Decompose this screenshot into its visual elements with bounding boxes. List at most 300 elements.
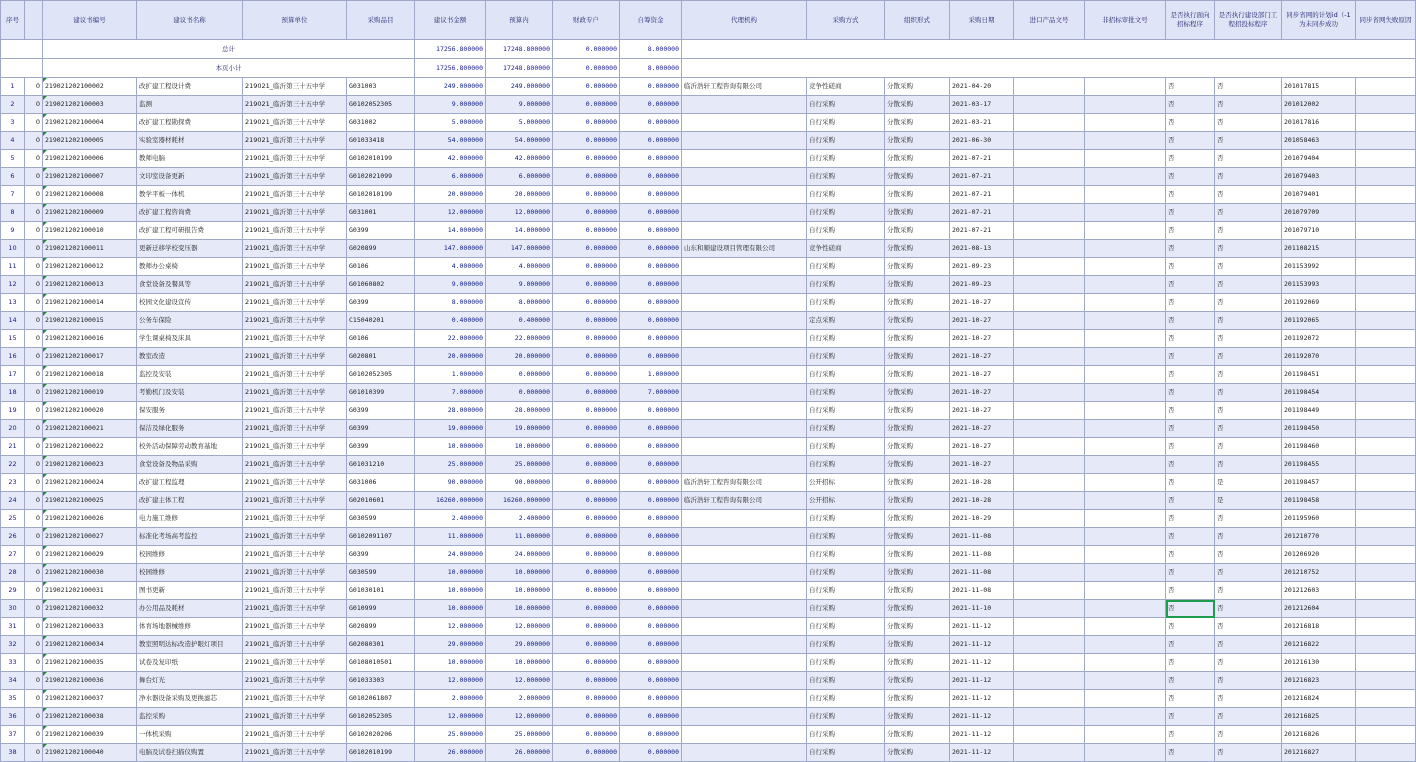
procurement-date-cell[interactable]: 2021-11-08 <box>950 528 1014 546</box>
import-doc-cell[interactable] <box>1014 222 1085 240</box>
row-number[interactable]: 6 <box>1 168 25 186</box>
non-tender-doc-cell[interactable] <box>1085 186 1166 204</box>
flag-cell[interactable]: 0 <box>25 654 43 672</box>
organization-form-cell[interactable]: 分散采购 <box>885 240 950 258</box>
special-account-cell[interactable]: 0.000000 <box>553 294 620 312</box>
import-doc-cell[interactable] <box>1014 276 1085 294</box>
summary-amount[interactable]: 17256.800000 <box>415 40 486 59</box>
organization-form-cell[interactable]: 分散采购 <box>885 672 950 690</box>
procurement-date-cell[interactable]: 2021-11-10 <box>950 600 1014 618</box>
organization-form-cell[interactable]: 分散采购 <box>885 150 950 168</box>
in-budget-cell[interactable]: 28.000000 <box>486 402 553 420</box>
sync-failure-cell[interactable] <box>1356 132 1416 150</box>
proposal-name-cell[interactable]: 考勤机门及安装 <box>137 384 243 402</box>
flag-cell[interactable]: 0 <box>25 528 43 546</box>
special-account-cell[interactable]: 0.000000 <box>553 474 620 492</box>
agency-cell[interactable] <box>682 564 807 582</box>
special-account-cell[interactable]: 0.000000 <box>553 510 620 528</box>
tender-procedure-cell[interactable]: 否 <box>1166 402 1215 420</box>
procurement-item-cell[interactable]: G0102052305 <box>347 708 415 726</box>
non-tender-doc-cell[interactable] <box>1085 474 1166 492</box>
sync-plan-id-cell[interactable]: 201079709 <box>1282 204 1356 222</box>
special-account-cell[interactable]: 0.000000 <box>553 96 620 114</box>
import-doc-cell[interactable] <box>1014 600 1085 618</box>
proposal-name-cell[interactable]: 更新迁移学校变压器 <box>137 240 243 258</box>
proposal-name-cell[interactable]: 办公用品及耗材 <box>137 600 243 618</box>
flag-cell[interactable]: 0 <box>25 438 43 456</box>
procurement-method-cell[interactable]: 自行采购 <box>807 582 885 600</box>
in-budget-cell[interactable]: 54.000000 <box>486 132 553 150</box>
row-number[interactable]: 12 <box>1 276 25 294</box>
import-doc-cell[interactable] <box>1014 96 1085 114</box>
self-funds-cell[interactable]: 0.000000 <box>620 294 682 312</box>
budget-unit-cell[interactable]: 219021_临沂第三十五中学 <box>243 384 347 402</box>
in-budget-cell[interactable]: 20.000000 <box>486 348 553 366</box>
proposal-code-cell[interactable]: 219021202100009 <box>43 204 137 222</box>
agency-cell[interactable] <box>682 222 807 240</box>
organization-form-cell[interactable]: 分散采购 <box>885 294 950 312</box>
column-header[interactable]: 代理机构 <box>682 1 807 40</box>
flag-cell[interactable]: 0 <box>25 510 43 528</box>
tender-procedure-cell[interactable]: 否 <box>1166 438 1215 456</box>
organization-form-cell[interactable]: 分散采购 <box>885 276 950 294</box>
special-account-cell[interactable]: 0.000000 <box>553 204 620 222</box>
proposal-code-cell[interactable]: 219021202100016 <box>43 330 137 348</box>
column-header[interactable]: 自筹资金 <box>620 1 682 40</box>
procurement-item-cell[interactable]: G01030101 <box>347 582 415 600</box>
construction-tender-cell[interactable]: 否 <box>1215 168 1282 186</box>
import-doc-cell[interactable] <box>1014 474 1085 492</box>
budget-unit-cell[interactable]: 219021_临沂第三十五中学 <box>243 204 347 222</box>
budget-unit-cell[interactable]: 219021_临沂第三十五中学 <box>243 258 347 276</box>
procurement-method-cell[interactable]: 自行采购 <box>807 402 885 420</box>
procurement-item-cell[interactable]: G0399 <box>347 222 415 240</box>
row-number[interactable]: 14 <box>1 312 25 330</box>
import-doc-cell[interactable] <box>1014 582 1085 600</box>
special-account-cell[interactable]: 0.000000 <box>553 348 620 366</box>
proposal-code-cell[interactable]: 219021202100035 <box>43 654 137 672</box>
special-account-cell[interactable]: 0.000000 <box>553 312 620 330</box>
procurement-method-cell[interactable]: 自行采购 <box>807 168 885 186</box>
organization-form-cell[interactable]: 分散采购 <box>885 654 950 672</box>
self-funds-cell[interactable]: 0.000000 <box>620 420 682 438</box>
column-header[interactable]: 序号 <box>1 1 25 40</box>
proposal-amount-cell[interactable]: 25.000000 <box>415 726 486 744</box>
organization-form-cell[interactable]: 分散采购 <box>885 186 950 204</box>
organization-form-cell[interactable]: 分散采购 <box>885 312 950 330</box>
sync-failure-cell[interactable] <box>1356 330 1416 348</box>
proposal-amount-cell[interactable]: 10.000000 <box>415 600 486 618</box>
non-tender-doc-cell[interactable] <box>1085 708 1166 726</box>
agency-cell[interactable] <box>682 114 807 132</box>
in-budget-cell[interactable]: 0.400000 <box>486 312 553 330</box>
row-number[interactable]: 32 <box>1 636 25 654</box>
procurement-method-cell[interactable]: 自行采购 <box>807 222 885 240</box>
row-number[interactable]: 16 <box>1 348 25 366</box>
sync-failure-cell[interactable] <box>1356 150 1416 168</box>
tender-procedure-cell[interactable]: 否 <box>1166 582 1215 600</box>
procurement-method-cell[interactable]: 自行采购 <box>807 546 885 564</box>
row-number[interactable]: 1 <box>1 78 25 96</box>
summary-self[interactable]: 8.000000 <box>620 59 682 78</box>
sync-failure-cell[interactable] <box>1356 456 1416 474</box>
proposal-name-cell[interactable]: 改扩建工程咨询费 <box>137 204 243 222</box>
sync-failure-cell[interactable] <box>1356 186 1416 204</box>
self-funds-cell[interactable]: 0.000000 <box>620 546 682 564</box>
in-budget-cell[interactable]: 6.000000 <box>486 168 553 186</box>
flag-cell[interactable]: 0 <box>25 258 43 276</box>
proposal-amount-cell[interactable]: 6.000000 <box>415 168 486 186</box>
procurement-method-cell[interactable]: 公开招标 <box>807 474 885 492</box>
special-account-cell[interactable]: 0.000000 <box>553 492 620 510</box>
non-tender-doc-cell[interactable] <box>1085 726 1166 744</box>
tender-procedure-cell[interactable]: 否 <box>1166 708 1215 726</box>
procurement-date-cell[interactable]: 2021-09-23 <box>950 258 1014 276</box>
budget-unit-cell[interactable]: 219021_临沂第三十五中学 <box>243 618 347 636</box>
organization-form-cell[interactable]: 分散采购 <box>885 636 950 654</box>
organization-form-cell[interactable]: 分散采购 <box>885 402 950 420</box>
summary-amount[interactable]: 17256.800000 <box>415 59 486 78</box>
proposal-name-cell[interactable]: 公务车保险 <box>137 312 243 330</box>
in-budget-cell[interactable]: 8.000000 <box>486 294 553 312</box>
proposal-amount-cell[interactable]: 7.000000 <box>415 384 486 402</box>
tender-procedure-cell[interactable]: 否 <box>1166 690 1215 708</box>
proposal-code-cell[interactable]: 219021202100017 <box>43 348 137 366</box>
non-tender-doc-cell[interactable] <box>1085 276 1166 294</box>
procurement-method-cell[interactable]: 自行采购 <box>807 726 885 744</box>
proposal-name-cell[interactable]: 监控采购 <box>137 708 243 726</box>
non-tender-doc-cell[interactable] <box>1085 294 1166 312</box>
sync-plan-id-cell[interactable]: 201198458 <box>1282 492 1356 510</box>
agency-cell[interactable] <box>682 744 807 762</box>
proposal-amount-cell[interactable]: 10.000000 <box>415 582 486 600</box>
organization-form-cell[interactable]: 分散采购 <box>885 474 950 492</box>
special-account-cell[interactable]: 0.000000 <box>553 564 620 582</box>
import-doc-cell[interactable] <box>1014 438 1085 456</box>
sync-plan-id-cell[interactable]: 201216827 <box>1282 744 1356 762</box>
proposal-name-cell[interactable]: 改扩建工程监理 <box>137 474 243 492</box>
tender-procedure-cell[interactable]: 否 <box>1166 366 1215 384</box>
special-account-cell[interactable]: 0.000000 <box>553 636 620 654</box>
organization-form-cell[interactable]: 分散采购 <box>885 204 950 222</box>
organization-form-cell[interactable]: 分散采购 <box>885 420 950 438</box>
self-funds-cell[interactable]: 1.000000 <box>620 366 682 384</box>
tender-procedure-cell[interactable]: 否 <box>1166 726 1215 744</box>
procurement-item-cell[interactable]: G030599 <box>347 564 415 582</box>
budget-unit-cell[interactable]: 219021_临沂第三十五中学 <box>243 240 347 258</box>
procurement-method-cell[interactable]: 公开招标 <box>807 492 885 510</box>
tender-procedure-cell[interactable]: 否 <box>1166 456 1215 474</box>
procurement-item-cell[interactable]: G0399 <box>347 402 415 420</box>
sync-failure-cell[interactable] <box>1356 258 1416 276</box>
procurement-date-cell[interactable]: 2021-07-21 <box>950 186 1014 204</box>
proposal-amount-cell[interactable]: 16260.000000 <box>415 492 486 510</box>
self-funds-cell[interactable]: 0.000000 <box>620 96 682 114</box>
procurement-method-cell[interactable]: 自行采购 <box>807 672 885 690</box>
self-funds-cell[interactable]: 0.000000 <box>620 78 682 96</box>
tender-procedure-cell[interactable]: 否 <box>1166 510 1215 528</box>
row-number[interactable]: 28 <box>1 564 25 582</box>
sync-failure-cell[interactable] <box>1356 708 1416 726</box>
tender-procedure-cell[interactable]: 否 <box>1166 222 1215 240</box>
construction-tender-cell[interactable]: 否 <box>1215 258 1282 276</box>
tender-procedure-cell[interactable]: 否 <box>1166 186 1215 204</box>
row-number[interactable]: 21 <box>1 438 25 456</box>
procurement-item-cell[interactable]: G0399 <box>347 438 415 456</box>
procurement-method-cell[interactable]: 竞争性磋商 <box>807 78 885 96</box>
flag-cell[interactable]: 0 <box>25 474 43 492</box>
agency-cell[interactable] <box>682 600 807 618</box>
self-funds-cell[interactable]: 0.000000 <box>620 168 682 186</box>
procurement-date-cell[interactable]: 2021-10-28 <box>950 474 1014 492</box>
flag-cell[interactable]: 0 <box>25 420 43 438</box>
self-funds-cell[interactable]: 0.000000 <box>620 492 682 510</box>
tender-procedure-cell[interactable]: 否 <box>1166 294 1215 312</box>
proposal-code-cell[interactable]: 219021202100006 <box>43 150 137 168</box>
procurement-method-cell[interactable]: 自行采购 <box>807 114 885 132</box>
organization-form-cell[interactable]: 分散采购 <box>885 510 950 528</box>
budget-unit-cell[interactable]: 219021_临沂第三十五中学 <box>243 402 347 420</box>
column-header[interactable]: 是否执行建设部门工程招投标程序 <box>1215 1 1282 40</box>
tender-procedure-cell[interactable]: 否 <box>1166 78 1215 96</box>
budget-unit-cell[interactable]: 219021_临沂第三十五中学 <box>243 132 347 150</box>
summary-label[interactable]: 总计 <box>43 40 415 59</box>
proposal-amount-cell[interactable]: 12.000000 <box>415 204 486 222</box>
row-number[interactable]: 9 <box>1 222 25 240</box>
proposal-code-cell[interactable]: 219021202100020 <box>43 402 137 420</box>
special-account-cell[interactable]: 0.000000 <box>553 114 620 132</box>
proposal-amount-cell[interactable]: 14.000000 <box>415 222 486 240</box>
non-tender-doc-cell[interactable] <box>1085 114 1166 132</box>
construction-tender-cell[interactable]: 否 <box>1215 726 1282 744</box>
proposal-amount-cell[interactable]: 42.000000 <box>415 150 486 168</box>
proposal-amount-cell[interactable]: 249.000000 <box>415 78 486 96</box>
in-budget-cell[interactable]: 9.000000 <box>486 96 553 114</box>
row-number[interactable]: 23 <box>1 474 25 492</box>
tender-procedure-cell[interactable]: 否 <box>1166 168 1215 186</box>
agency-cell[interactable] <box>682 402 807 420</box>
construction-tender-cell[interactable]: 是 <box>1215 474 1282 492</box>
sync-plan-id-cell[interactable]: 201216822 <box>1282 636 1356 654</box>
tender-procedure-cell[interactable]: 否 <box>1166 96 1215 114</box>
procurement-date-cell[interactable]: 2021-10-27 <box>950 402 1014 420</box>
procurement-method-cell[interactable]: 自行采购 <box>807 654 885 672</box>
construction-tender-cell[interactable]: 否 <box>1215 186 1282 204</box>
procurement-date-cell[interactable]: 2021-03-21 <box>950 114 1014 132</box>
column-header[interactable]: 同步省网失败原因 <box>1356 1 1416 40</box>
proposal-amount-cell[interactable]: 5.000000 <box>415 114 486 132</box>
special-account-cell[interactable]: 0.000000 <box>553 330 620 348</box>
sync-plan-id-cell[interactable]: 201192072 <box>1282 330 1356 348</box>
flag-cell[interactable]: 0 <box>25 348 43 366</box>
proposal-code-cell[interactable]: 219021202100027 <box>43 528 137 546</box>
procurement-method-cell[interactable]: 自行采购 <box>807 96 885 114</box>
procurement-date-cell[interactable]: 2021-04-20 <box>950 78 1014 96</box>
agency-cell[interactable] <box>682 384 807 402</box>
non-tender-doc-cell[interactable] <box>1085 312 1166 330</box>
self-funds-cell[interactable]: 0.000000 <box>620 510 682 528</box>
non-tender-doc-cell[interactable] <box>1085 546 1166 564</box>
sync-failure-cell[interactable] <box>1356 402 1416 420</box>
procurement-date-cell[interactable]: 2021-10-27 <box>950 366 1014 384</box>
procurement-method-cell[interactable]: 自行采购 <box>807 456 885 474</box>
special-account-cell[interactable]: 0.000000 <box>553 528 620 546</box>
agency-cell[interactable] <box>682 726 807 744</box>
non-tender-doc-cell[interactable] <box>1085 330 1166 348</box>
sync-plan-id-cell[interactable]: 201198451 <box>1282 366 1356 384</box>
sync-failure-cell[interactable] <box>1356 546 1416 564</box>
special-account-cell[interactable]: 0.000000 <box>553 618 620 636</box>
import-doc-cell[interactable] <box>1014 78 1085 96</box>
proposal-name-cell[interactable]: 食堂设备及物品采购 <box>137 456 243 474</box>
in-budget-cell[interactable]: 12.000000 <box>486 618 553 636</box>
sync-plan-id-cell[interactable]: 201198454 <box>1282 384 1356 402</box>
column-header[interactable]: 采购品目 <box>347 1 415 40</box>
sync-failure-cell[interactable] <box>1356 366 1416 384</box>
flag-cell[interactable]: 0 <box>25 636 43 654</box>
budget-unit-cell[interactable]: 219021_临沂第三十五中学 <box>243 348 347 366</box>
import-doc-cell[interactable] <box>1014 726 1085 744</box>
special-account-cell[interactable]: 0.000000 <box>553 222 620 240</box>
construction-tender-cell[interactable]: 否 <box>1215 708 1282 726</box>
in-budget-cell[interactable]: 0.000000 <box>486 366 553 384</box>
column-header[interactable]: 财政专户 <box>553 1 620 40</box>
proposal-amount-cell[interactable]: 22.000000 <box>415 330 486 348</box>
organization-form-cell[interactable]: 分散采购 <box>885 600 950 618</box>
non-tender-doc-cell[interactable] <box>1085 420 1166 438</box>
sync-plan-id-cell[interactable]: 201198460 <box>1282 438 1356 456</box>
in-budget-cell[interactable]: 25.000000 <box>486 456 553 474</box>
sync-plan-id-cell[interactable]: 201216823 <box>1282 672 1356 690</box>
proposal-code-cell[interactable]: 219021202100031 <box>43 582 137 600</box>
proposal-code-cell[interactable]: 219021202100025 <box>43 492 137 510</box>
procurement-method-cell[interactable]: 自行采购 <box>807 636 885 654</box>
row-number[interactable]: 38 <box>1 744 25 762</box>
column-header[interactable]: 建议书名称 <box>137 1 243 40</box>
in-budget-cell[interactable]: 4.000000 <box>486 258 553 276</box>
procurement-item-cell[interactable]: G020801 <box>347 348 415 366</box>
row-number[interactable]: 31 <box>1 618 25 636</box>
agency-cell[interactable] <box>682 528 807 546</box>
agency-cell[interactable] <box>682 330 807 348</box>
budget-unit-cell[interactable]: 219021_临沂第三十五中学 <box>243 510 347 528</box>
tender-procedure-cell[interactable]: 否 <box>1166 258 1215 276</box>
proposal-code-cell[interactable]: 219021202100030 <box>43 564 137 582</box>
in-budget-cell[interactable]: 26.000000 <box>486 744 553 762</box>
budget-unit-cell[interactable]: 219021_临沂第三十五中学 <box>243 582 347 600</box>
budget-unit-cell[interactable]: 219021_临沂第三十五中学 <box>243 600 347 618</box>
sync-plan-id-cell[interactable]: 201079710 <box>1282 222 1356 240</box>
procurement-method-cell[interactable]: 定点采购 <box>807 312 885 330</box>
sync-failure-cell[interactable] <box>1356 654 1416 672</box>
proposal-name-cell[interactable]: 改扩建工程可研报告费 <box>137 222 243 240</box>
flag-cell[interactable]: 0 <box>25 690 43 708</box>
column-header[interactable]: 同步省网的计划id（-1为未同步成功 <box>1282 1 1356 40</box>
import-doc-cell[interactable] <box>1014 708 1085 726</box>
agency-cell[interactable] <box>682 150 807 168</box>
import-doc-cell[interactable] <box>1014 294 1085 312</box>
budget-unit-cell[interactable]: 219021_临沂第三十五中学 <box>243 276 347 294</box>
flag-cell[interactable]: 0 <box>25 222 43 240</box>
flag-cell[interactable]: 0 <box>25 618 43 636</box>
sync-plan-id-cell[interactable]: 201079401 <box>1282 186 1356 204</box>
budget-unit-cell[interactable]: 219021_临沂第三十五中学 <box>243 366 347 384</box>
sync-failure-cell[interactable] <box>1356 294 1416 312</box>
agency-cell[interactable] <box>682 276 807 294</box>
row-number[interactable]: 34 <box>1 672 25 690</box>
procurement-method-cell[interactable]: 自行采购 <box>807 366 885 384</box>
flag-cell[interactable]: 0 <box>25 366 43 384</box>
agency-cell[interactable] <box>682 420 807 438</box>
procurement-date-cell[interactable]: 2021-11-12 <box>950 744 1014 762</box>
procurement-method-cell[interactable]: 自行采购 <box>807 150 885 168</box>
proposal-name-cell[interactable]: 一体机采购 <box>137 726 243 744</box>
sync-failure-cell[interactable] <box>1356 384 1416 402</box>
procurement-date-cell[interactable]: 2021-10-27 <box>950 348 1014 366</box>
proposal-code-cell[interactable]: 219021202100004 <box>43 114 137 132</box>
summary-budget[interactable]: 17248.800000 <box>486 40 553 59</box>
proposal-code-cell[interactable]: 219021202100014 <box>43 294 137 312</box>
agency-cell[interactable] <box>682 618 807 636</box>
organization-form-cell[interactable]: 分散采购 <box>885 384 950 402</box>
budget-unit-cell[interactable]: 219021_临沂第三十五中学 <box>243 186 347 204</box>
construction-tender-cell[interactable]: 否 <box>1215 744 1282 762</box>
agency-cell[interactable] <box>682 438 807 456</box>
row-number[interactable]: 24 <box>1 492 25 510</box>
tender-procedure-cell[interactable]: 否 <box>1166 348 1215 366</box>
special-account-cell[interactable]: 0.000000 <box>553 546 620 564</box>
procurement-date-cell[interactable]: 2021-10-27 <box>950 420 1014 438</box>
special-account-cell[interactable]: 0.000000 <box>553 384 620 402</box>
special-account-cell[interactable]: 0.000000 <box>553 600 620 618</box>
special-account-cell[interactable]: 0.000000 <box>553 456 620 474</box>
sync-plan-id-cell[interactable]: 201012002 <box>1282 96 1356 114</box>
construction-tender-cell[interactable]: 否 <box>1215 546 1282 564</box>
non-tender-doc-cell[interactable] <box>1085 366 1166 384</box>
non-tender-doc-cell[interactable] <box>1085 510 1166 528</box>
proposal-code-cell[interactable]: 219021202100038 <box>43 708 137 726</box>
organization-form-cell[interactable]: 分散采购 <box>885 366 950 384</box>
procurement-item-cell[interactable]: G0102010199 <box>347 150 415 168</box>
sync-plan-id-cell[interactable]: 201216818 <box>1282 618 1356 636</box>
in-budget-cell[interactable]: 25.000000 <box>486 726 553 744</box>
tender-procedure-cell[interactable]: 否 <box>1166 564 1215 582</box>
procurement-date-cell[interactable]: 2021-11-12 <box>950 618 1014 636</box>
tender-procedure-cell[interactable]: 否 <box>1166 132 1215 150</box>
tender-procedure-cell[interactable]: 否 <box>1166 528 1215 546</box>
sync-failure-cell[interactable] <box>1356 744 1416 762</box>
non-tender-doc-cell[interactable] <box>1085 582 1166 600</box>
sync-plan-id-cell[interactable]: 201210770 <box>1282 528 1356 546</box>
sync-plan-id-cell[interactable]: 201108215 <box>1282 240 1356 258</box>
budget-unit-cell[interactable]: 219021_临沂第三十五中学 <box>243 438 347 456</box>
flag-cell[interactable]: 0 <box>25 132 43 150</box>
organization-form-cell[interactable]: 分散采购 <box>885 330 950 348</box>
organization-form-cell[interactable]: 分散采购 <box>885 618 950 636</box>
tender-procedure-cell[interactable]: 否 <box>1166 744 1215 762</box>
agency-cell[interactable] <box>682 672 807 690</box>
proposal-name-cell[interactable]: 学生课桌椅及床具 <box>137 330 243 348</box>
special-account-cell[interactable]: 0.000000 <box>553 726 620 744</box>
construction-tender-cell[interactable]: 否 <box>1215 222 1282 240</box>
row-number[interactable]: 8 <box>1 204 25 222</box>
row-number[interactable]: 15 <box>1 330 25 348</box>
proposal-name-cell[interactable]: 试卷及复印纸 <box>137 654 243 672</box>
self-funds-cell[interactable]: 0.000000 <box>620 222 682 240</box>
budget-unit-cell[interactable]: 219021_临沂第三十五中学 <box>243 312 347 330</box>
procurement-item-cell[interactable]: G01010399 <box>347 384 415 402</box>
import-doc-cell[interactable] <box>1014 204 1085 222</box>
